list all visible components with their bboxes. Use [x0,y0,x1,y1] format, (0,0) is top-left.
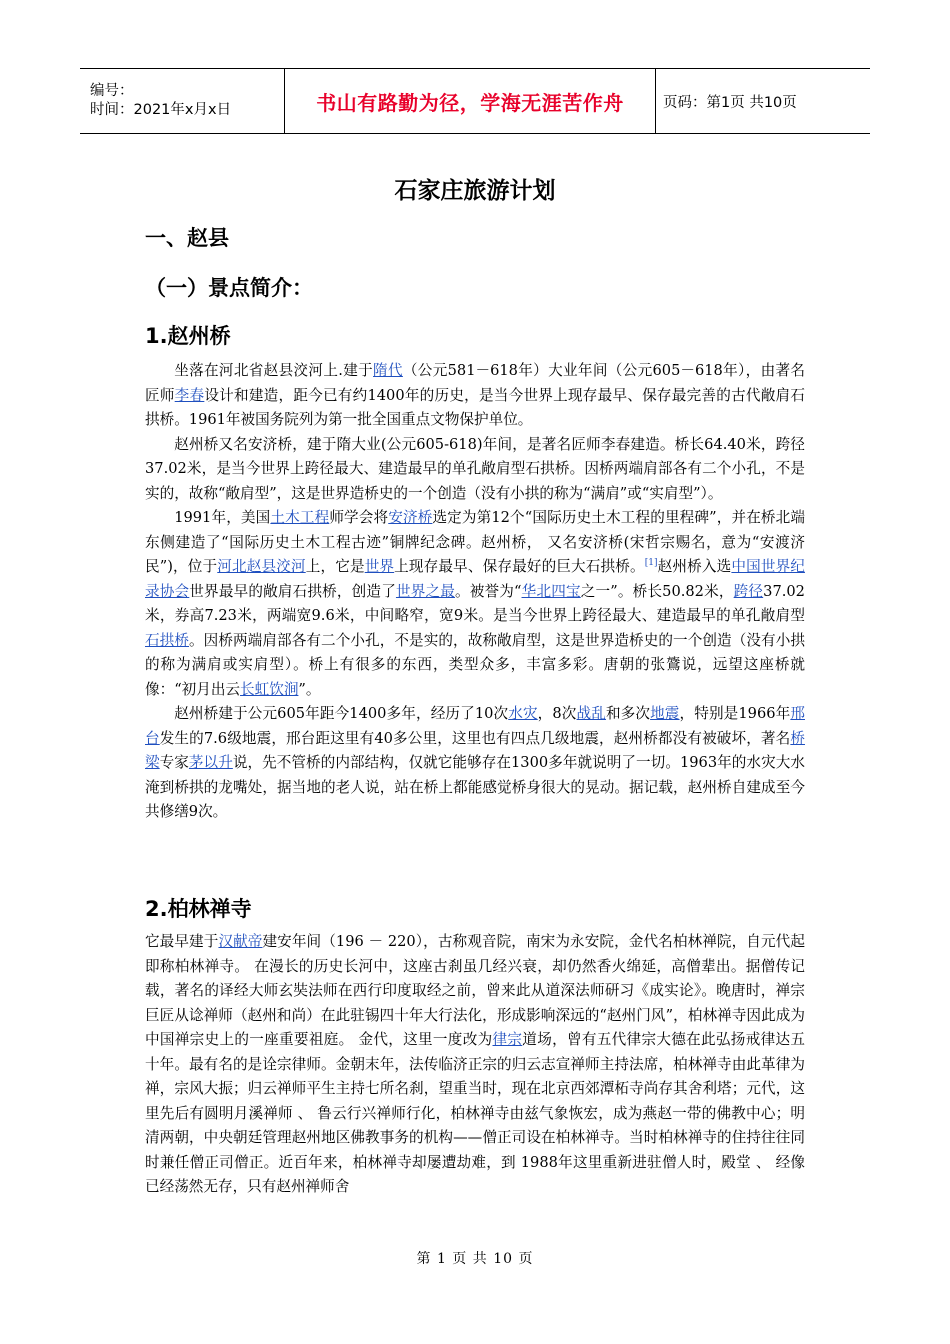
paragraph-1: 坐落在河北省赵县洨河上.建于隋代（公元581－618年）大业年间（公元605－618年），由著名匠师李春设计和建造，距今已有约1400年的历史，是当今世界上现存最早、保存最完善的古代敞肩石拱桥。1961年被国务院列为第一批全国重点文物保护单位。 [145,362,805,428]
header-right [656,69,870,133]
link-earthquake[interactable]: 地震 [650,705,680,722]
paragraph-5: 它最早建于汉献帝建安年间（196 － 220），古称观音院，南宋为永安院，金代名柏林禅院，自元代起即称柏林禅寺。 在漫长的历史长河中，这座古刹虽几经兴衰，却仍然香火绵延，高僧辈出。据僧传记载，著名的译经大师玄奘法师在西行印度取经之前，曾来此从道深法师研习《成实论》。晚唐时，禅宗巨匠从谂禅师（赵州和尚）在此驻锡四十年大行法化，形成影响深远的“赵州门风”，柏林禅寺因此成为中国禅宗史上的一座重要祖庭。 金代，这里一度改为律宗道场，曾有五代律宗大德在此弘扬戒律达五十年。最有名的是诠宗律师。金朝末年，法传临济正宗的归云志宣禅师主持法席，柏林禅寺由此革律为禅，宗风大振；归云禅师平生主持七所名刹，望重当时，现在北京西郊潭柘寺尚存其舍利塔；元代，这里先后有圆明月溪禅师 、 鲁云行兴禅师行化，柏林禅寺由兹气象恢宏，成为燕赵一带的佛教中心；明清两朝，中央朝廷管理赵州地区佛教事务的机构——僧正司设在柏林禅寺。当时柏林禅寺的住持往往同时兼任僧正司僧正。近百年来，柏林禅寺却屡遭劫难，到 1988年这里重新进驻僧人时，殿堂 、 经像已经荡然无存，只有赵州禅师舍 [145,933,805,1195]
number-label: 编号： [90,83,134,99]
link-flood[interactable]: 水灾 [508,705,538,722]
link-four-treasures[interactable]: 华北四宝 [521,582,581,600]
zhaozhou-bridge-section [145,359,805,825]
link-rainbow[interactable]: 长虹饮涧 [240,680,299,698]
bailin-temple-section [145,930,805,1200]
page-header [80,68,870,134]
link-world-record-association[interactable]: 中国世界纪录协会 [145,558,805,600]
link-stone-arch-bridge[interactable]: 石拱桥 [145,631,190,649]
section-heading: 一、赵县 [145,226,229,250]
paragraph-3: 1991年，美国土木工程师学会将安济桥选定为第12个“国际历史土木工程的里程碑”，并在桥北端东侧建造了“国际历史土木工程古迹”铜牌纪念碑。赵州桥， 又名安济桥(宋哲宗赐名，意为“安渡济民”)，位于河北赵县洨河上，它是世界上现存最早、保存最好的巨大石拱桥。[1]赵州桥入选中国世界纪录协会世界最早的敞肩石拱桥，创造了世界之最。被誉为“华北四宝之一”。桥长50.82米，跨径37.02米，券高7.23米，两端宽9.6米，中间略窄，宽9米。是当今世界上跨径最大、建造最早的单孔敞肩型石拱桥。因桥两端肩部各有二个小孔，不是实的，故称敞肩型，这是世界造桥史的一个创造（没有小拱的称为满肩或实肩型）。桥上有很多的东西，类型众多，丰富多彩。唐朝的张鷟说，远望这座桥就像：“初月出云长虹饮涧”。 [145,509,805,698]
link-world-record[interactable]: 世界之最 [395,582,455,600]
item-heading-bailin-temple: 2.柏林禅寺 [145,897,252,921]
item-heading-zhaozhou-bridge: 1.赵州桥 [145,324,231,348]
link-vinaya-school[interactable]: 律宗 [492,1031,523,1048]
page-footer: 第 1 页 共 10 页 [416,1251,534,1267]
time-label: 时间：2021年x月x日 [90,102,232,118]
link-world[interactable]: 世界 [364,558,395,575]
link-xiao-river[interactable]: 河北赵县洨河 [217,558,306,575]
link-war[interactable]: 战乱 [576,705,606,722]
link-mao-yisheng[interactable]: 茅以升 [188,754,233,771]
subsection-heading: （一）景点简介： [145,276,313,300]
header-left [80,69,284,133]
motto: 书山有路勤为径，学海无涯苦作舟 [316,90,624,115]
citation-ref[interactable]: [1] [644,558,658,569]
header-motto-cell [284,69,656,133]
paragraph-2: 赵州桥又名安济桥，建于隋大业(公元605-618)年间，是著名匠师李春建造。桥长64.40米，跨径37.02米，是当今世界上跨径最大、建造最早的单孔敞肩型石拱桥。因桥两端肩部各有二个小孔，不是实的，故称“敞肩型”，这是世界造桥史的一个创造（没有小拱的称为“满肩”或“实肩型”）。 [145,435,805,502]
link-bridge[interactable]: 桥梁 [145,729,805,771]
document-title: 石家庄旅游计划 [394,178,556,204]
link-civil-engineering[interactable]: 土木工程 [270,509,330,526]
link-anji-bridge[interactable]: 安济桥 [388,509,433,526]
link-emperor-xian[interactable]: 汉献帝 [218,933,263,950]
paragraph-4: 赵州桥建于公元605年距今1400多年，经历了10次水灾，8次战乱和多次地震，特别是1966年邢台发生的7.6级地震，邢台距这里有40多公里，这里也有四点几级地震，赵州桥都没有被破坏，著名桥梁专家茅以升说，先不管桥的内部结构，仅就它能够存在1300多年就说明了一切。1963年的水灾大水淹到桥拱的龙嘴处，据当地的老人说，站在桥上都能感觉桥身很大的晃动。据记载，赵州桥自建成至今共修缮9次。 [145,705,805,820]
page-info: 页码：第1页 共10页 [663,94,797,111]
link-span[interactable]: 跨径 [733,582,764,600]
link-li-chun[interactable]: 李春 [174,386,205,404]
link-xingtai[interactable]: 邢台 [145,705,805,747]
link-sui-dynasty[interactable]: 隋代 [373,362,403,379]
